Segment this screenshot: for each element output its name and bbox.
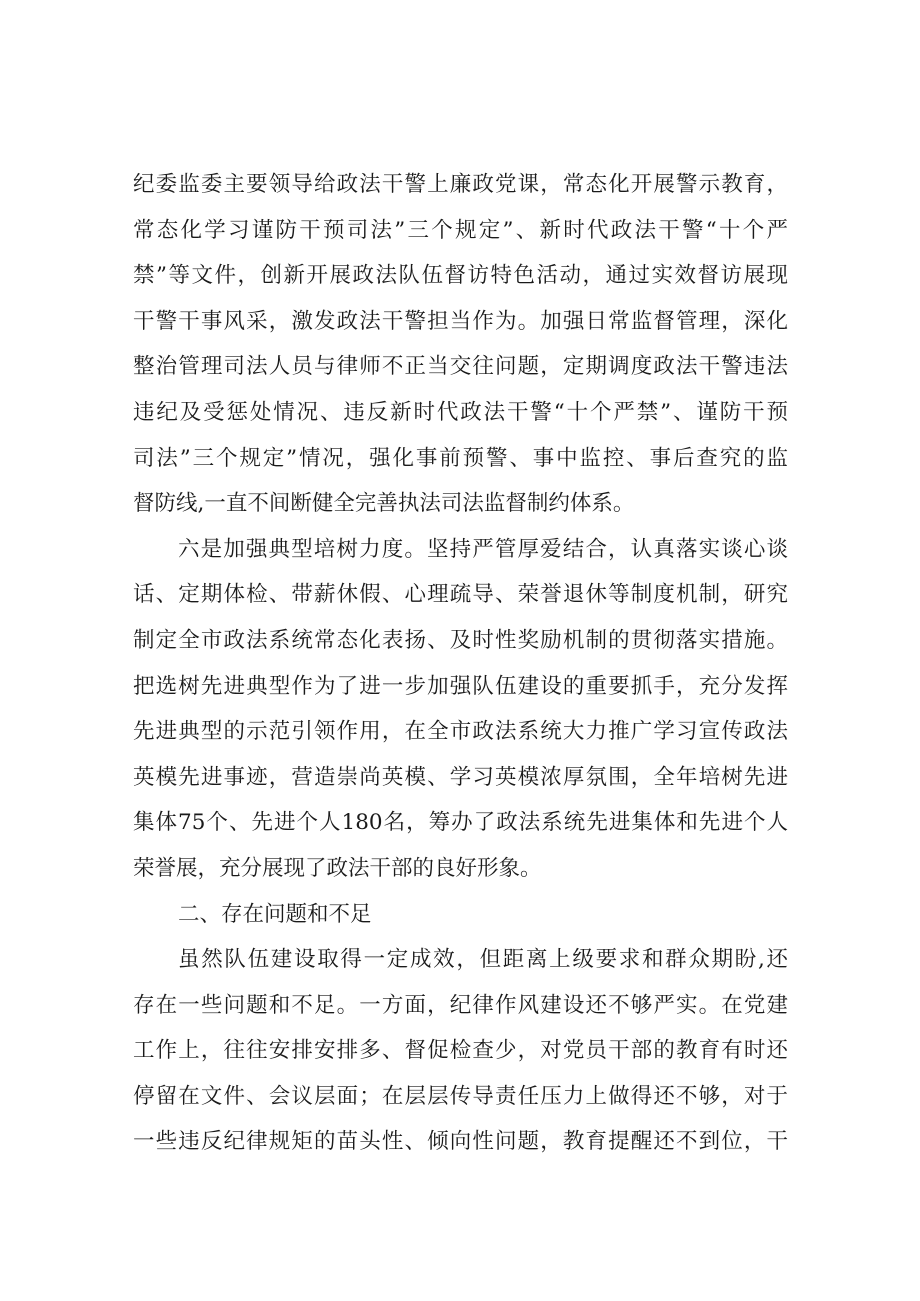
text-line: 纪委监委主要领导给政法干警上廉政党课，常态化开展警示教育，: [133, 172, 788, 197]
text-line: 制定全市政法系统常态化表扬、及时性奖励机制的贯彻落实措施。: [133, 627, 788, 653]
text-line: 集体75个、先进个人180名，筹办了政法系统先进集体和先进个人: [133, 810, 788, 836]
text-line: 禁”等文件，创新开展政法队伍督访特色活动，通过实效督访展现: [133, 263, 788, 289]
text-line: 存在一些问题和不足。一方面，纪律作风建设还不够严实。在党建: [133, 992, 788, 1018]
text-line: 一些违反纪律规矩的苗头性、倾向性问题，教育提醒还不到位，干: [133, 1129, 788, 1155]
text-line: 二、存在问题和不足: [178, 901, 372, 927]
text-line: 督防线,一直不间断健全完善执法司法监督制约体系。: [133, 491, 635, 517]
text-line: 话、定期体检、带薪休假、心理疏导、荣誉退休等制度机制，研究: [133, 582, 788, 608]
paragraph: [133, 947, 788, 1175]
paragraph: [133, 537, 788, 902]
text-line: 停留在文件、会议层面；在层层传导责任压力上做得还不够，对于: [133, 1083, 788, 1109]
text-line: 常态化学习谨防干预司法”三个规定”、新时代政法干警“十个严: [133, 217, 788, 243]
document-body: [133, 172, 788, 1175]
text-line: 虽然队伍建设取得一定成效，但距离上级要求和群众期盼,还: [178, 947, 788, 973]
text-line: 违纪及受惩处情况、违反新时代政法干警“十个严禁”、谨防干预: [133, 399, 788, 425]
text-line: 先进典型的示范引领作用，在全市政法系统大力推广学习宣传政法: [133, 719, 788, 745]
text-line: 六是加强典型培树力度。坚持严管厚爱结合，认真落实谈心谈: [178, 536, 788, 562]
text-line: 司法”三个规定”情况，强化事前预警、事中监控、事后查究的监: [133, 445, 788, 471]
text-line: 荣誉展，充分展现了政法干部的良好形象。: [133, 855, 542, 881]
paragraph: [133, 172, 788, 537]
text-line: 整治管理司法人员与律师不正当交往问题，定期调度政法干警违法: [133, 354, 788, 380]
text-line: 工作上，往往安排安排多、督促检查少，对党员干部的教育有时还: [133, 1038, 788, 1064]
text-line: 干警干事风采，激发政法干警担当作为。加强日常监督管理，深化: [133, 308, 788, 334]
text-line: 英模先进事迹，营造崇尚英模、学习英模浓厚氛围，全年培树先进: [133, 764, 788, 790]
text-line: 把选树先进典型作为了进一步加强队伍建设的重要抓手，充分发挥: [133, 673, 788, 699]
section-heading: [133, 902, 788, 948]
